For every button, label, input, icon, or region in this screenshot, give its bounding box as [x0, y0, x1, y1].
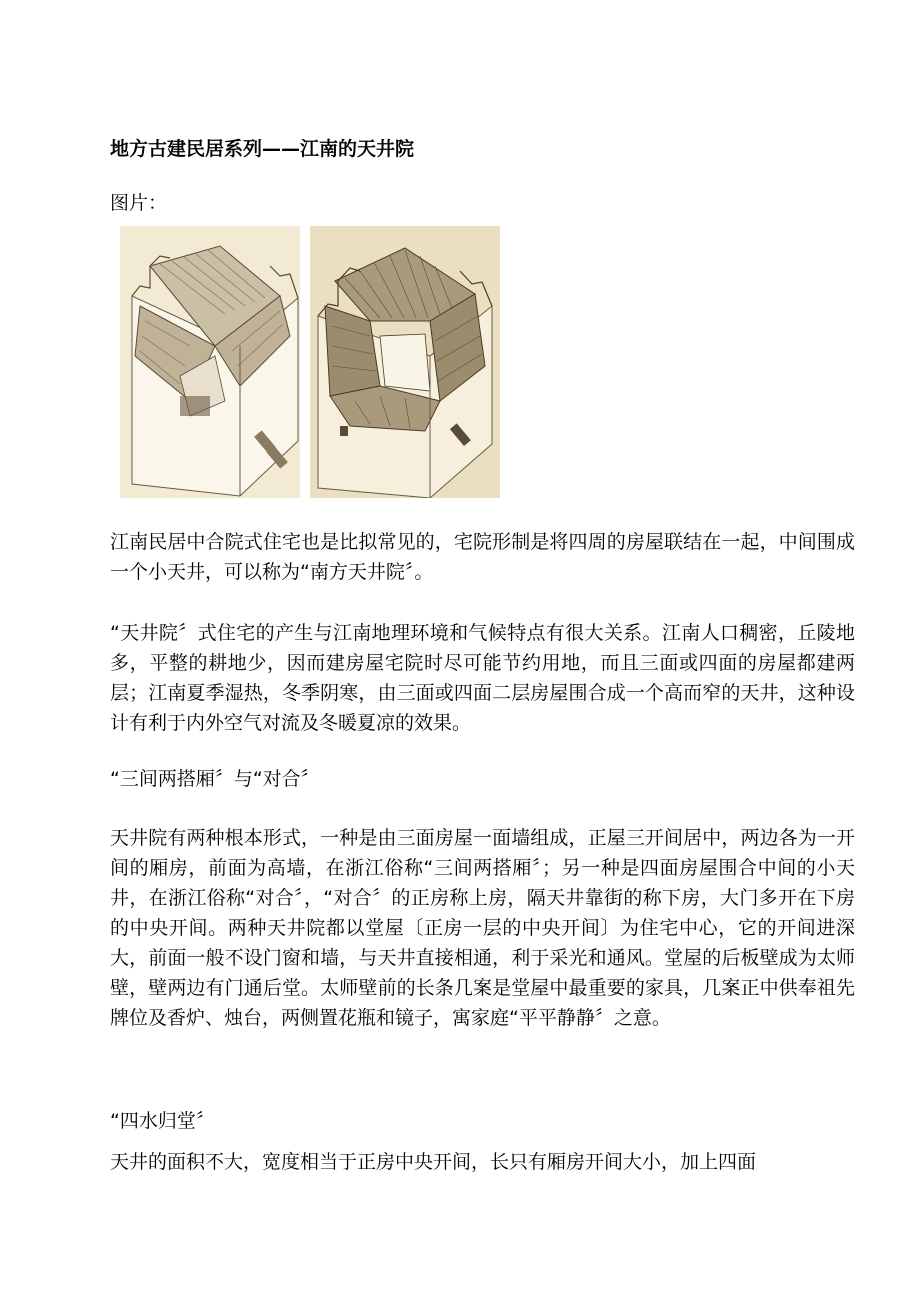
heading-forms: “三间两搭厢〞与“对合〞: [110, 768, 320, 790]
paragraph-water: 天井的面积不大，宽度相当于正房中央开间，长只有厢房开间大小，加上四面: [110, 1151, 757, 1173]
heading-water: “四水归堂〞: [110, 1110, 215, 1132]
courtyard-figures: [120, 226, 500, 498]
courtyard-sanjian-illustration: [120, 226, 300, 498]
paragraph-intro: 江南民居中合院式住宅也是比拟常见的，宅院形制是将四周的房屋联结在一起，中间围成一个小天井，可以称为“南方天井院〞。: [110, 531, 855, 583]
paragraph-climate: “天井院〞式住宅的产生与江南地理环境和气候特点有很大关系。江南人口稠密，丘陵地多，平整的耕地少，因而建房屋宅院时尽可能节约用地，而且三面或四面的房屋都建两层；江南夏季湿热，冬季阴寒，由三面或四面二层房屋围合成一个高而窄的天井，这种设计有利于内外空气对流及冬暖夏凉的效果。: [110, 622, 855, 734]
courtyard-duihe-illustration: [310, 226, 500, 498]
paragraph-forms: 天井院有两种根本形式，一种是由三面房屋一面墙组成，正屋三开间居中，两边各为一开间的厢房，前面为高墙，在浙江俗称“三间两搭厢〞；另一种是四面房屋围合中间的小天井，在浙江俗称“对合〞，“对合〞的正房称上房，隔天井靠街的称下房，大门多开在下房的中央开间。两种天井院都以堂屋〔正房一层的中央开间〕为住宅中心，它的开间进深大，前面一般不设门窗和墙，与天井直接相通，利于采光和通风。堂屋的后板壁成为太师壁，壁两边有门通后堂。太师壁前的长条几案是堂屋中最重要的家具，几案正中供奉祖先牌位及香炉、烛台，两侧置花瓶和镜子，寓家庭“平平静静〞之意。: [110, 827, 855, 1029]
document-title: 地方古建民居系列——江南的天井院: [110, 138, 415, 160]
image-label: 图片：: [110, 192, 168, 214]
